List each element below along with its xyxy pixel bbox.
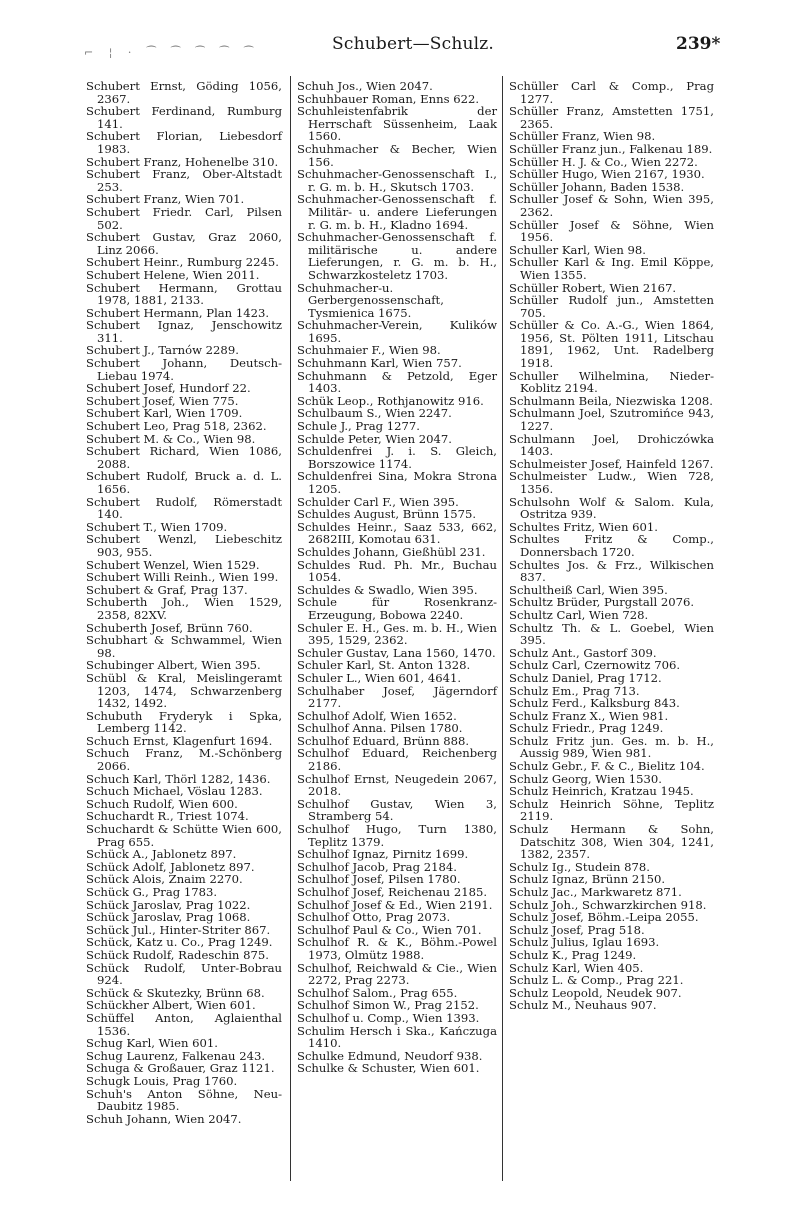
directory-entry: Schubert Rudolf, Römerstadt 140. (86, 494, 282, 522)
directory-entry: Schulhof Otto, Prag 2073. (297, 910, 451, 925)
directory-entry: Schultes Jos. & Frz., Wilkischen 837. (509, 557, 714, 585)
directory-entry: Schulz L. & Comp., Prag 221. (509, 973, 684, 988)
directory-entry: Schuldes August, Brünn 1575. (297, 507, 477, 522)
directory-entry: Schuh Johann, Wien 2047. (86, 1111, 242, 1126)
directory-entry: Schubert Ignaz, Jenschowitz 311. (86, 318, 282, 345)
directory-entry: Schulhof Jacob, Prag 2184. (297, 859, 457, 874)
directory-entry: Schubert & Graf, Prag 137. (86, 582, 248, 597)
directory-entry: Schubert Wenzel, Wien 1529. (86, 557, 260, 572)
directory-entry: Schuhleistenfabrik der Herrschaft Süssenheim, Laak 1560. (297, 104, 497, 144)
directory-entry: Schultheiß Carl, Wien 395. (509, 582, 668, 597)
directory-entry: Schuh Jos., Wien 2047. (297, 79, 433, 93)
directory-entry: Schulbaum S., Wien 2247. (297, 406, 452, 421)
directory-entry: Schulhof R. & K., Böhm.-Powel 1973, Olmütz 1988. (297, 935, 497, 962)
directory-entry: Schulz Gebr., F. & C., Bielitz 104. (509, 759, 705, 774)
directory-entry: Schug Karl, Wien 601. (86, 1036, 218, 1051)
directory-entry: Schüller Rudolf jun., Amstetten 705. (509, 293, 714, 320)
directory-entry: Schück G., Prag 1783. (86, 885, 218, 899)
directory-entry: Schuldes & Swadlo, Wien 395. (297, 582, 478, 597)
directory-entry: Schüller & Co. A.-G., Wien 1864, 1956, St. Pölten 1911, Litschau 1891, 1962, Unt. Radelberg 1918. (509, 318, 714, 371)
directory-entry: Schulhof, Reichwald & Cie., Wien 2272, Prag 2273. (297, 960, 497, 988)
directory-entry: Schuberth Joh., Wien 1529, 2358, 82XV. (86, 595, 282, 622)
directory-entry: Schultes Fritz & Comp., Donnersbach 1720. (509, 532, 714, 559)
margin-marks: ⌐ ¦ · ⁀ ⁀ ⁀ ⁀ ⁀ (84, 46, 260, 59)
directory-entry: Schulhof Adolf, Wien 1652. (297, 708, 457, 723)
directory-entry: Schüller Josef & Söhne, Wien 1956. (509, 217, 714, 245)
column-3 (509, 80, 714, 1012)
directory-entry: Schulz Fritz jun. Ges. m. b. H., Aussig 989, Wien 981. (509, 733, 714, 761)
directory-entry: Schulhof Ernst, Neugedein 2067, 2018. (297, 771, 497, 799)
page-header (0, 34, 802, 62)
column-1 (86, 80, 282, 1125)
directory-entry: Schück Adolf, Jablonetz 897. (86, 859, 255, 874)
directory-entry: Schuchardt R., Triest 1074. (86, 809, 249, 824)
directory-entry: Schuller Wilhelmina, Nieder-Koblitz 2194. (509, 368, 714, 396)
directory-entry: Schuhmann Karl, Wien 757. (297, 356, 462, 371)
directory-entry: Schubert Karl, Wien 1709. (86, 406, 243, 421)
directory-entry: Schulmann Beila, Niezwiska 1208. (509, 393, 713, 408)
directory-entry: Schubert M. & Co., Wien 98. (86, 431, 256, 446)
directory-entry: Schulhof Anna. Pilsen 1780. (297, 721, 463, 736)
directory-entry: Schulz Josef, Prag 518. (509, 922, 645, 937)
directory-entry: Schubert J., Tarnów 2289. (86, 343, 239, 358)
directory-entry: Schulke Edmund, Neudorf 938. (297, 1048, 483, 1063)
directory-entry: Schulhof Eduard, Reichenberg 2186. (297, 746, 497, 774)
directory-entry: Schuchardt & Schütte Wien 600, Prag 655. (86, 822, 282, 849)
directory-entry: Schule J., Prag 1277. (297, 419, 420, 434)
directory-entry: Schultes Fritz, Wien 601. (509, 519, 658, 534)
directory-entry: Schuller Karl, Wien 98. (509, 242, 646, 257)
directory-entry: Schüller Johann, Baden 1538. (509, 179, 685, 194)
page-title: Schubert—Schulz. (332, 34, 495, 54)
directory-entry: Schugk Louis, Prag 1760. (86, 1073, 238, 1088)
directory-entry: Schulhof Eduard, Brünn 888. (297, 733, 470, 748)
directory-entry: Schuller Karl & Ing. Emil Köppe, Wien 1355. (509, 255, 714, 282)
directory-entry: Schuh's Anton Söhne, Neu-Daubitz 1985. (86, 1086, 282, 1114)
directory-entry: Schulz Ferd., Kalksburg 843. (509, 696, 680, 711)
directory-entry: Schuga & Großauer, Graz 1121. (86, 1061, 275, 1076)
directory-entry: Schulmann Joel, Szutromińce 943, 1227. (509, 406, 714, 434)
directory-entry: Schüller Franz, Amstetten 1751, 2365. (509, 104, 714, 131)
directory-entry: Schubert Helene, Wien 2011. (86, 267, 260, 282)
directory-entry: Schubuth Fryderyk i Spka, Lemberg 1142. (86, 708, 282, 736)
directory-entry: Schulz Ant., Gastorf 309. (509, 645, 657, 660)
directory-entry: Schubert Heinr., Rumburg 2245. (86, 255, 279, 270)
directory-entry: Schubert Leo, Prag 518, 2362. (86, 419, 267, 434)
directory-entry: Schulz K., Prag 1249. (509, 947, 637, 962)
directory-entry: Schulz Joh., Schwarzkirchen 918. (509, 897, 707, 912)
directory-entry: Schüffel Anton, Aglaienthal 1536. (86, 1010, 282, 1038)
directory-entry: Schuhmacher-u. Gerbergenossenschaft, Tysmienica 1675. (297, 280, 444, 320)
directory-entry: Schuhmacher-Genossenschaft I., r. G. m. b. H., Skutsch 1703. (297, 167, 497, 194)
directory-entry: Schulhof Gustav, Wien 3, Stramberg 54. (297, 796, 497, 824)
directory-entry: Schubinger Albert, Wien 395. (86, 658, 261, 673)
directory-entry: Schulhof Hugo, Turn 1380, Teplitz 1379. (297, 822, 497, 849)
directory-entry: Schubert Johann, Deutsch-Liebau 1974. (86, 356, 282, 383)
directory-entry: Schulde Peter, Wien 2047. (297, 431, 452, 446)
directory-entry: Schulz Jac., Markwaretz 871. (509, 885, 682, 899)
directory-entry: Schüller H. J. & Co., Wien 2272. (509, 154, 698, 169)
directory-entry: Schulz Ignaz, Brünn 2150. (509, 872, 666, 887)
directory-entry: Schuler Gustav, Lana 1560, 1470. (297, 645, 496, 660)
directory-entry: Schuller Josef & Sohn, Wien 395, 2362. (509, 192, 714, 219)
directory-entry: Schuldes Johann, Gießhübl 231. (297, 544, 486, 559)
directory-entry: Schübl & Kral, Meislingeramt 1203, 1474, Schwarzenberg 1432, 1492. (86, 670, 282, 711)
directory-entry: Schulz Friedr., Prag 1249. (509, 721, 664, 736)
directory-entry: Schubert Rudolf, Bruck a. d. L. 1656. (86, 469, 282, 496)
directory-entry: Schulz Josef, Böhm.-Leipa 2055. (509, 910, 699, 925)
directory-entry: Schuch Franz, M.-Schönberg 2066. (86, 746, 282, 774)
directory-entry: Schuhbauer Roman, Enns 622. (297, 91, 480, 106)
directory-entry: Schuldes Rud. Ph. Mr., Buchau 1054. (297, 557, 497, 585)
directory-entry: Schückher Albert, Wien 601. (86, 998, 256, 1013)
directory-entry: Schück Jul., Hinter-Striter 867. (86, 922, 271, 937)
directory-entry: Schulz Leopold, Neudek 907. (509, 985, 682, 1000)
directory-entry: Schulhof Ignaz, Pirnitz 1699. (297, 847, 469, 862)
directory-entry: Schück Jaroslav, Prag 1068. (86, 910, 251, 925)
directory-entry: Schubhart & Schwammel, Wien 98. (86, 633, 282, 660)
directory-entry: Schuch Rudolf, Wien 600. (86, 796, 238, 811)
column-divider-1 (290, 76, 291, 1181)
directory-entry: Schulhaber Josef, Jägerndorf 2177. (297, 683, 497, 711)
directory-entry: Schuch Michael, Vöslau 1283. (86, 784, 263, 799)
directory-entry: Schubert Wenzl, Liebeschitz 903, 955. (86, 532, 282, 559)
directory-entry: Schüller Robert, Wien 2167. (509, 280, 677, 295)
directory-entry: Schück, Katz u. Co., Prag 1249. (86, 935, 273, 950)
directory-entry: Schubert Josef, Hundorf 22. (86, 381, 251, 396)
column-divider-2 (502, 76, 503, 1181)
directory-entry: Schuhmaier F., Wien 98. (297, 343, 441, 358)
directory-entry: Schück Rudolf, Radeschin 875. (86, 947, 269, 962)
directory-entry: Schuch Karl, Thörl 1282, 1436. (86, 771, 271, 786)
directory-entry: Schubert Franz, Ober-Altstadt 253. (86, 167, 282, 194)
directory-entry: Schubert Ferdinand, Rumburg 141. (86, 104, 282, 131)
directory-entry: Schück & Skutezky, Brünn 68. (86, 985, 265, 1000)
directory-entry: Schulhof Josef, Reichenau 2185. (297, 885, 488, 899)
directory-entry: Schubert Willi Reinh., Wien 199. (86, 570, 279, 585)
directory-entry: Schulder Carl F., Wien 395. (297, 494, 459, 509)
directory-entry: Schück Alois, Znaim 2270. (86, 872, 243, 887)
directory-entry: Schück A., Jablonetz 897. (86, 847, 237, 862)
directory-entry: Schuhmacher-Verein, Kulików 1695. (297, 318, 497, 345)
directory-entry: Schulz Ig., Studein 878. (509, 859, 650, 874)
directory-entry: Schulz Karl, Wien 405. (509, 960, 644, 975)
directory-entry: Schultz Th. & L. Goebel, Wien 395. (509, 620, 714, 648)
directory-entry: Schuch Ernst, Klagenfurt 1694. (86, 733, 273, 748)
directory-entry: Schug Laurenz, Falkenau 243. (86, 1048, 266, 1063)
page-number: 239* (676, 34, 721, 54)
directory-entry: Schulmann Joel, Drohiczówka 1403. (509, 431, 714, 459)
directory-entry: Schubert Gustav, Graz 2060, Linz 2066. (86, 230, 282, 257)
directory-entry: Schulz M., Neuhaus 907. (509, 998, 657, 1013)
directory-entry: Schubert Franz, Hohenelbe 310. (86, 154, 279, 169)
directory-entry: Schubert Hermann, Plan 1423. (86, 305, 270, 320)
directory-entry: Schulz Heinrich Söhne, Teplitz 2119. (509, 796, 714, 824)
directory-entry: Schulke & Schuster, Wien 601. (297, 1061, 480, 1076)
directory-entry: Schück Rudolf, Unter-Bobrau 924. (86, 960, 282, 988)
directory-entry: Schulhof Simon W., Prag 2152. (297, 998, 479, 1013)
directory-entry: Schubert Friedr. Carl, Pilsen 502. (86, 204, 282, 232)
directory-entry: Schüller Franz, Wien 98. (509, 129, 656, 144)
directory-entry: Schuhmacher & Becher, Wien 156. (297, 141, 497, 169)
directory-entry: Schulsohn Wolf & Salom. Kula, Ostritza 939. (509, 494, 714, 522)
directory-entry: Schubert Josef, Wien 775. (86, 393, 239, 408)
directory-entry: Schuhmann & Petzold, Eger 1403. (297, 368, 497, 396)
directory-entry: Schultz Carl, Wien 728. (509, 607, 649, 622)
directory-entry: Schule für Rosenkranz-Erzeugung, Bobowa 2240. (297, 595, 497, 622)
directory-entry: Schubert Franz, Wien 701. (86, 192, 245, 207)
directory-entry: Schuler L., Wien 601, 4641. (297, 670, 462, 685)
directory-entry: Schuler E. H., Ges. m. b. H., Wien 395, 1529, 2362. (297, 620, 497, 648)
directory-entry: Schulhof Josef & Ed., Wien 2191. (297, 897, 493, 912)
directory-entry: Schulz Franz X., Wien 981. (509, 708, 669, 723)
directory-entry: Schubert T., Wien 1709. (86, 519, 228, 534)
directory-entry: Schük Leop., Rothjanowitz 916. (297, 393, 484, 408)
directory-entry: Schulmeister Josef, Hainfeld 1267. (509, 456, 714, 471)
directory-entry: Schubert Richard, Wien 1086, 2088. (86, 444, 282, 471)
directory-entry: Schuhmacher-Genossenschaft f. militärische u. andere Lieferungen, r. G. m. b. H., Schwarzkosteletz 1703. (297, 230, 497, 282)
directory-entry: Schultz Brüder, Purgstall 2076. (509, 595, 695, 610)
directory-entry: Schulz Hermann & Sohn, Datschitz 308, Wien 304, 1241, 1382, 2357. (509, 822, 714, 862)
directory-entry: Schuldes Heinr., Saaz 533, 662, 2682III, Komotau 631. (297, 519, 497, 547)
directory-entry: Schulmeister Ludw., Wien 728, 1356. (509, 469, 714, 496)
directory-entry: Schulz Georg, Wien 1530. (509, 771, 662, 786)
directory-entry: Schulhof Josef, Pilsen 1780. (297, 872, 461, 887)
directory-entry: Schulim Hersch i Ska., Kańczuga 1410. (297, 1023, 497, 1051)
directory-entry: Schulhof u. Comp., Wien 1393. (297, 1010, 480, 1025)
directory-entry: Schück Jaroslav, Prag 1022. (86, 897, 251, 912)
directory-entry: Schuhmacher-Genossenschaft f. Militär- u. andere Lieferungen r. G. m. b. H., Kladno 1694. (297, 192, 497, 232)
directory-entry: Schüller Carl & Comp., Prag 1277. (509, 79, 714, 106)
column-2 (297, 80, 497, 1075)
directory-entry: Schulz Daniel, Prag 1712. (509, 670, 662, 685)
directory-entry: Schulhof Paul & Co., Wien 701. (297, 922, 482, 937)
directory-entry: Schüller Hugo, Wien 2167, 1930. (509, 167, 705, 182)
directory-entry: Schubert Hermann, Grottau 1978, 1881, 2133. (86, 280, 282, 308)
directory-entry: Schuberth Josef, Brünn 760. (86, 620, 253, 635)
directory-entry: Schulhof Salom., Prag 655. (297, 985, 458, 1000)
directory-entry: Schulz Em., Prag 713. (509, 683, 640, 698)
directory-entry: Schulz Heinrich, Kratzau 1945. (509, 784, 694, 799)
directory-entry: Schuler Karl, St. Anton 1328. (297, 658, 471, 673)
directory-entry: Schuldenfrei J. i. S. Gleich, Borszowice 1174. (297, 444, 497, 471)
directory-entry: Schubert Florian, Liebesdorf 1983. (86, 129, 282, 156)
directory-entry: Schüller Franz jun., Falkenau 189. (509, 141, 713, 156)
directory-entry: Schulz Carl, Czernowitz 706. (509, 658, 681, 673)
directory-entry: Schubert Ernst, Göding 1056, 2367. (86, 79, 282, 106)
directory-entry: Schulz Julius, Iglau 1693. (509, 935, 660, 950)
directory-entry: Schuldenfrei Sina, Mokra Strona 1205. (297, 469, 497, 496)
